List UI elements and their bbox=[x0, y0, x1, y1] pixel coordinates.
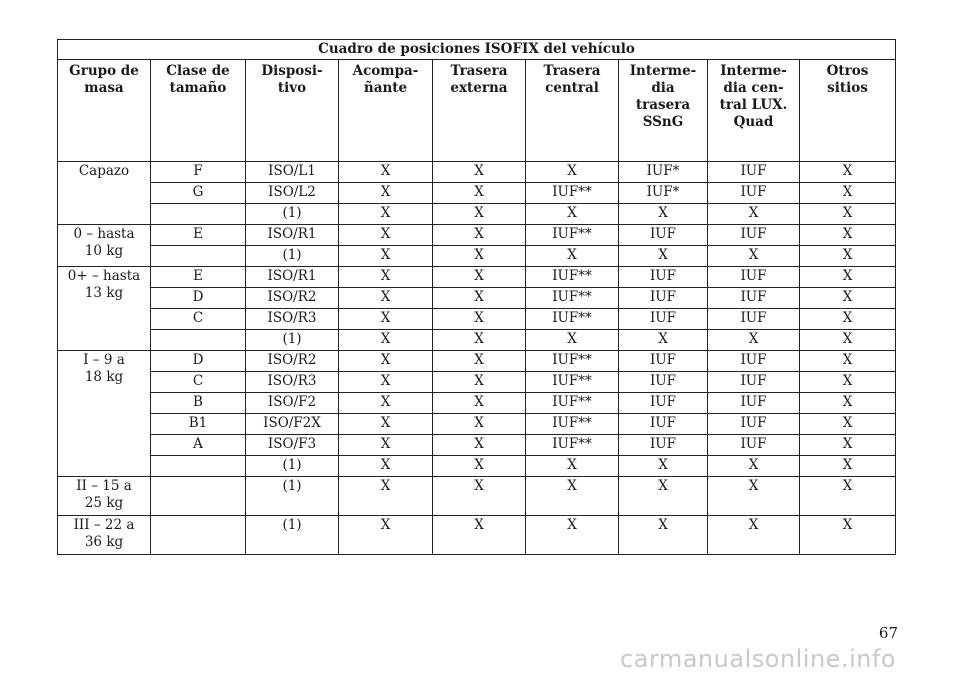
table-row bbox=[58, 351, 896, 372]
table-cell: X bbox=[339, 351, 433, 372]
table-cell: X bbox=[800, 204, 896, 225]
table-cell: (1) bbox=[246, 330, 339, 351]
column-header-label: Interme- dia cen- tral LUX. Quad bbox=[719, 63, 788, 130]
table-cell: X bbox=[433, 267, 526, 288]
table-cell: G bbox=[151, 183, 246, 204]
table-cell: X bbox=[619, 477, 708, 516]
table-cell: X bbox=[800, 477, 896, 516]
table-cell: IUF bbox=[619, 372, 708, 393]
table-cell: IUF bbox=[619, 309, 708, 330]
table-row bbox=[58, 330, 896, 351]
column-header bbox=[151, 60, 246, 162]
table-cell: IUF bbox=[619, 435, 708, 456]
table-cell: X bbox=[433, 330, 526, 351]
table-cell: D bbox=[151, 288, 246, 309]
table-cell: (1) bbox=[246, 246, 339, 267]
table-cell: X bbox=[526, 330, 619, 351]
table-cell: X bbox=[339, 330, 433, 351]
table-cell: B bbox=[151, 393, 246, 414]
table-cell: ISO/R2 bbox=[246, 351, 339, 372]
table-cell: IUF bbox=[619, 225, 708, 246]
table-cell: X bbox=[800, 162, 896, 183]
table-cell bbox=[151, 246, 246, 267]
table-cell: ISO/R3 bbox=[246, 309, 339, 330]
table-row bbox=[58, 183, 896, 204]
table-cell: D bbox=[151, 351, 246, 372]
table-cell bbox=[151, 456, 246, 477]
mass-group-label: I – 9 a 18 kg bbox=[83, 352, 125, 385]
column-header bbox=[339, 60, 433, 162]
table-cell: X bbox=[708, 477, 800, 516]
table-cell: C bbox=[151, 309, 246, 330]
table-cell: X bbox=[708, 330, 800, 351]
table-row bbox=[58, 162, 896, 183]
watermark: carmanualsonline.info bbox=[620, 645, 897, 673]
column-header bbox=[800, 60, 896, 162]
table-cell: X bbox=[526, 456, 619, 477]
table-cell bbox=[151, 477, 246, 516]
table-cell: X bbox=[619, 516, 708, 555]
table-cell: X bbox=[800, 516, 896, 555]
table-cell: X bbox=[433, 414, 526, 435]
table-cell: IUF bbox=[708, 309, 800, 330]
table-cell: ISO/R1 bbox=[246, 225, 339, 246]
mass-group-label: III – 22 a 36 kg bbox=[73, 517, 135, 550]
table-cell: X bbox=[619, 246, 708, 267]
table-cell: IUF* bbox=[619, 183, 708, 204]
table-cell: ISO/F3 bbox=[246, 435, 339, 456]
column-header-label: Clase de tamaño bbox=[166, 63, 230, 96]
table-cell: X bbox=[339, 246, 433, 267]
table-cell: X bbox=[619, 330, 708, 351]
table-cell: IUF bbox=[708, 225, 800, 246]
mass-group-label: II – 15 a 25 kg bbox=[76, 478, 132, 511]
table-cell: X bbox=[433, 309, 526, 330]
table-cell: X bbox=[800, 225, 896, 246]
table-cell: X bbox=[339, 162, 433, 183]
column-header-label: Trasera externa bbox=[450, 63, 508, 96]
table-cell: E bbox=[151, 225, 246, 246]
mass-group-cell bbox=[58, 162, 151, 225]
table-cell: IUF** bbox=[526, 351, 619, 372]
column-header bbox=[58, 60, 151, 162]
mass-group-label: 0+ – hasta 13 kg bbox=[67, 268, 141, 301]
table-row bbox=[58, 456, 896, 477]
table-cell: X bbox=[526, 516, 619, 555]
table-cell: X bbox=[800, 393, 896, 414]
table-cell: X bbox=[800, 183, 896, 204]
table-cell: X bbox=[339, 204, 433, 225]
column-header-label: Acompa- ñante bbox=[352, 63, 419, 96]
table-row bbox=[58, 477, 896, 516]
table-cell: IUF bbox=[708, 414, 800, 435]
table-cell: X bbox=[339, 456, 433, 477]
table-cell: X bbox=[526, 162, 619, 183]
table-cell: X bbox=[433, 393, 526, 414]
table-cell: IUF bbox=[708, 351, 800, 372]
table-cell: IUF** bbox=[526, 393, 619, 414]
mass-group-cell bbox=[58, 516, 151, 555]
header-row bbox=[58, 60, 896, 162]
mass-group-cell bbox=[58, 477, 151, 516]
table-cell: X bbox=[800, 246, 896, 267]
table-cell: (1) bbox=[246, 477, 339, 516]
table-cell: IUF bbox=[619, 288, 708, 309]
table-cell: X bbox=[433, 372, 526, 393]
column-header-label: Interme- dia trasera SSnG bbox=[629, 63, 697, 130]
table-cell: X bbox=[339, 309, 433, 330]
table-cell: IUF** bbox=[526, 183, 619, 204]
table-cell: IUF* bbox=[619, 162, 708, 183]
table-cell: X bbox=[433, 162, 526, 183]
table-cell: ISO/R2 bbox=[246, 288, 339, 309]
table-cell: IUF bbox=[619, 393, 708, 414]
table-cell: X bbox=[433, 204, 526, 225]
table-cell: IUF bbox=[619, 351, 708, 372]
table-cell: IUF** bbox=[526, 309, 619, 330]
table-cell: (1) bbox=[246, 204, 339, 225]
mass-group-label: 0 – hasta 10 kg bbox=[73, 226, 135, 259]
table-cell: IUF** bbox=[526, 267, 619, 288]
table-cell: C bbox=[151, 372, 246, 393]
table-cell: (1) bbox=[246, 516, 339, 555]
table-cell: X bbox=[526, 477, 619, 516]
mass-group-cell bbox=[58, 267, 151, 351]
table-cell: IUF** bbox=[526, 225, 619, 246]
column-header-label: Otros sitios bbox=[826, 63, 869, 96]
isofix-table bbox=[57, 39, 896, 555]
column-header bbox=[619, 60, 708, 162]
table-cell: ISO/L1 bbox=[246, 162, 339, 183]
table-cell: E bbox=[151, 267, 246, 288]
table-cell: IUF** bbox=[526, 414, 619, 435]
table-cell: A bbox=[151, 435, 246, 456]
table-cell: X bbox=[800, 288, 896, 309]
table-cell: X bbox=[800, 456, 896, 477]
table-cell bbox=[151, 204, 246, 225]
table-cell: X bbox=[708, 246, 800, 267]
table-cell: IUF bbox=[708, 288, 800, 309]
table-cell: X bbox=[526, 204, 619, 225]
table-cell: IUF bbox=[619, 414, 708, 435]
table-cell: B1 bbox=[151, 414, 246, 435]
table-cell: ISO/L2 bbox=[246, 183, 339, 204]
table-cell: X bbox=[339, 516, 433, 555]
table-cell: X bbox=[339, 372, 433, 393]
table-cell: X bbox=[339, 435, 433, 456]
table-cell: X bbox=[800, 435, 896, 456]
column-header-label: Grupo de masa bbox=[69, 63, 139, 96]
column-header bbox=[246, 60, 339, 162]
table-cell: X bbox=[433, 183, 526, 204]
table-row bbox=[58, 267, 896, 288]
table-cell: X bbox=[800, 267, 896, 288]
table-cell: X bbox=[339, 225, 433, 246]
table-row bbox=[58, 435, 896, 456]
table-cell: X bbox=[708, 204, 800, 225]
table-row bbox=[58, 225, 896, 246]
table-cell: X bbox=[433, 477, 526, 516]
table-cell: X bbox=[800, 414, 896, 435]
table-cell: IUF bbox=[708, 267, 800, 288]
table-body bbox=[58, 162, 896, 555]
table-cell: X bbox=[339, 288, 433, 309]
table-cell: ISO/R1 bbox=[246, 267, 339, 288]
table-cell: X bbox=[339, 183, 433, 204]
table-cell: X bbox=[708, 516, 800, 555]
table-cell: (1) bbox=[246, 456, 339, 477]
table-row bbox=[58, 288, 896, 309]
table-cell: IUF bbox=[708, 372, 800, 393]
table-cell: X bbox=[708, 456, 800, 477]
table-row bbox=[58, 309, 896, 330]
table-cell: X bbox=[339, 267, 433, 288]
page-number: 67 bbox=[878, 624, 898, 642]
table-cell: IUF** bbox=[526, 435, 619, 456]
table-cell: X bbox=[433, 288, 526, 309]
table-row bbox=[58, 414, 896, 435]
table-row bbox=[58, 246, 896, 267]
table-cell: X bbox=[800, 372, 896, 393]
table-cell: X bbox=[800, 309, 896, 330]
table-cell: IUF bbox=[708, 393, 800, 414]
table-cell: X bbox=[339, 477, 433, 516]
table-cell: X bbox=[619, 456, 708, 477]
table-cell: X bbox=[433, 516, 526, 555]
table-cell: IUF bbox=[619, 267, 708, 288]
table-cell bbox=[151, 330, 246, 351]
table-title: Cuadro de posiciones ISOFIX del vehículo bbox=[58, 40, 896, 60]
table-cell bbox=[151, 516, 246, 555]
table-cell: IUF bbox=[708, 435, 800, 456]
table-cell: IUF bbox=[708, 162, 800, 183]
table-cell: X bbox=[433, 351, 526, 372]
table-row bbox=[58, 372, 896, 393]
column-header bbox=[433, 60, 526, 162]
mass-group-cell bbox=[58, 351, 151, 477]
table-cell: X bbox=[339, 393, 433, 414]
table-cell: X bbox=[433, 225, 526, 246]
table-cell: X bbox=[526, 246, 619, 267]
table-cell: X bbox=[619, 204, 708, 225]
column-header bbox=[708, 60, 800, 162]
table-cell: IUF** bbox=[526, 372, 619, 393]
column-header bbox=[526, 60, 619, 162]
mass-group-label: Capazo bbox=[78, 163, 130, 179]
table-cell: ISO/F2 bbox=[246, 393, 339, 414]
table-cell: IUF** bbox=[526, 288, 619, 309]
column-header-label: Disposi- tivo bbox=[261, 63, 323, 96]
column-header-label: Trasera central bbox=[543, 63, 601, 96]
table-row bbox=[58, 516, 896, 555]
table-cell: ISO/R3 bbox=[246, 372, 339, 393]
table-cell: X bbox=[433, 246, 526, 267]
table-cell: ISO/F2X bbox=[246, 414, 339, 435]
table-cell: F bbox=[151, 162, 246, 183]
mass-group-cell bbox=[58, 225, 151, 267]
table-cell: X bbox=[800, 330, 896, 351]
table-cell: X bbox=[433, 435, 526, 456]
table-row bbox=[58, 393, 896, 414]
table-cell: X bbox=[800, 351, 896, 372]
table-cell: X bbox=[339, 414, 433, 435]
table-cell: X bbox=[433, 456, 526, 477]
table-row bbox=[58, 204, 896, 225]
table-cell: IUF bbox=[708, 183, 800, 204]
